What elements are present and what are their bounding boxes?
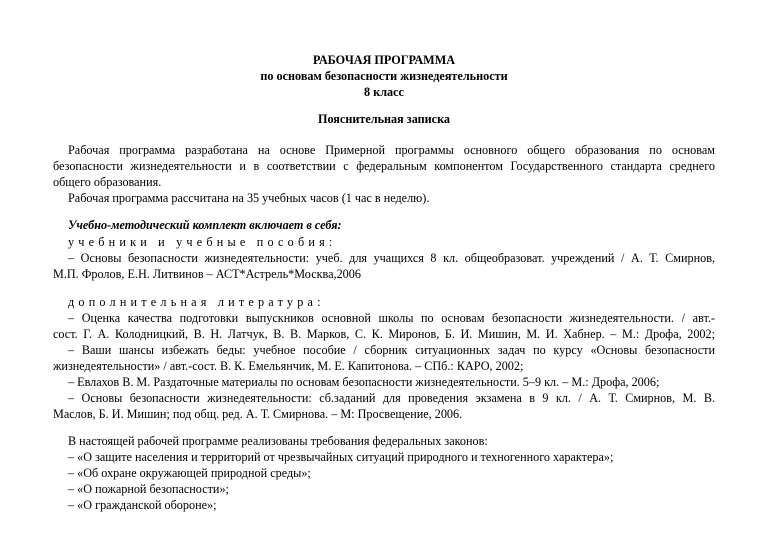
literature-line1: – Оценка качества подготовки выпускников основной школы по основам безопасности жизнедеятельности. / авт.- bbox=[68, 311, 715, 325]
literature-label: дополнительная литература: bbox=[68, 295, 325, 309]
literature-line5: – Евлахов В. М. Раздаточные материалы по основам безопасности жизнедеятельности. 5–9 кл. – М.: Дрофа, 2006; bbox=[68, 375, 660, 389]
document-title: РАБОЧАЯ ПРОГРАММА bbox=[312, 53, 455, 67]
textbook-line2: М.П. Фролов, Е.Н. Литвинов – АСТ*Астрель*Москва,2006 bbox=[53, 267, 361, 281]
literature-line2: сост. Г. А. Колодницкий, В. Н. Латчук, В. В. Марков, С. К. Миронов, Б. И. Мишин, М. И. Хабнер. – М.: Дрофа, 2002; bbox=[53, 327, 715, 341]
laws-intro: В настоящей рабочей программе реализованы требования федеральных законов: bbox=[68, 434, 488, 448]
literature-line6: – Основы безопасности жизнедеятельности: сб.заданий для проведения экзамена в 9 кл. / А. Т. Смирнов, М. В. bbox=[68, 391, 715, 405]
grade-label: 8 класс bbox=[364, 85, 404, 99]
document-subtitle: по основам безопасности жизнедеятельности bbox=[260, 69, 508, 83]
law-item: – «О гражданской обороне»; bbox=[68, 498, 217, 512]
textbook-line1: – Основы безопасности жизнедеятельности: учеб. для учащихся 8 кл. общеобразоват. учреждений / А. Т. Смирнов, bbox=[68, 251, 715, 265]
intro-p1-line2: безопасности жизнедеятельности и в соответствии с федеральным компонентом Государственного стандарта среднего bbox=[53, 159, 715, 173]
intro-p1-line3: общего образования. bbox=[53, 175, 162, 189]
law-item: – «О пожарной безопасности»; bbox=[68, 482, 229, 496]
law-item: – «Об охране окружающей природной среды»; bbox=[68, 466, 311, 480]
law-item: – «О защите населения и территорий от чрезвычайных ситуаций природного и техногенного характера»; bbox=[68, 450, 614, 464]
literature-line3: – Ваши шансы избежать беды: учебное пособие / сборник ситуационных задач по курсу «Основы безопасности bbox=[68, 343, 715, 357]
literature-line4: жизнедеятельности» / авт.-сост. В. К. Емельянчик, М. Е. Капитонова. – СПб.: КАРО, 2002; bbox=[53, 359, 524, 373]
textbooks-label: учебники и учебные пособия: bbox=[68, 235, 337, 249]
note-title: Пояснительная записка bbox=[317, 112, 451, 126]
intro-p1-line1: Рабочая программа разработана на основе Примерной программы основного общего образования по основам bbox=[68, 143, 715, 157]
literature-line7: Маслов, Б. И. Мишин; под общ. ред. А. Т. Смирнова. – М: Просвещение, 2006. bbox=[53, 407, 463, 421]
intro-p2: Рабочая программа рассчитана на 35 учебных часов (1 час в неделю). bbox=[68, 191, 430, 205]
kit-heading: Учебно-методический комплект включает в себя: bbox=[68, 218, 342, 232]
